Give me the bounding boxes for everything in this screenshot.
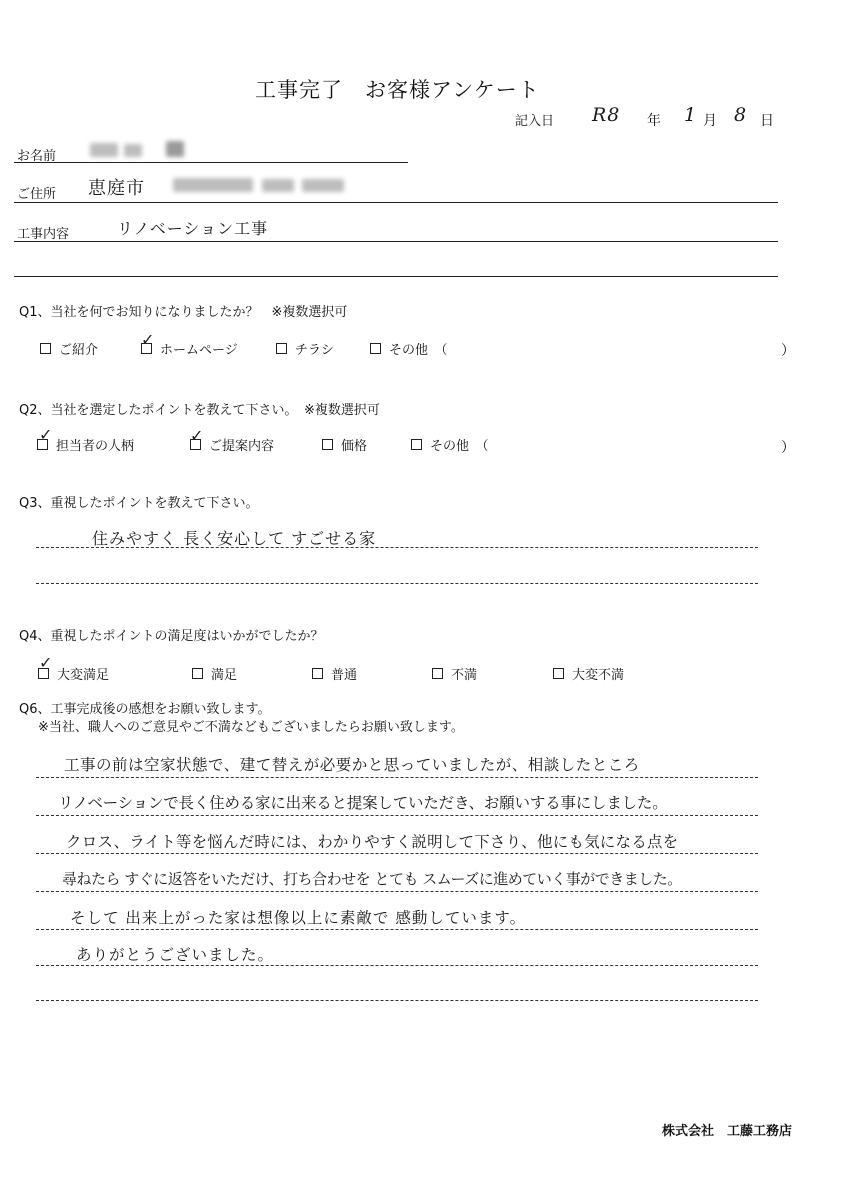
q6-answer-line-text-6: ありがとうございました。 <box>76 946 275 964</box>
q4-question: Q4、重視したポイントの満足度はいかがでしたか？ <box>19 629 324 644</box>
q2-option-price[interactable]: 価格 <box>322 435 367 454</box>
q3-question: Q3、重視したポイントを教えて下さい。 <box>19 496 259 511</box>
address-redacted-1 <box>173 178 253 192</box>
q4-option-neutral[interactable]: 普通 <box>312 664 357 683</box>
q6-answer-line-3 <box>36 853 758 854</box>
checkbox[interactable] <box>192 668 203 679</box>
checkbox[interactable] <box>40 343 51 354</box>
q2-question: Q2、当社を選定したポイントを教えて下さい。 ※複数選択可 <box>19 403 380 418</box>
date-month-value: 1 <box>684 104 698 126</box>
checkbox[interactable] <box>312 668 323 679</box>
q2-close-paren: ） <box>781 440 795 456</box>
checkbox[interactable] <box>553 668 564 679</box>
work-value: リノベーション工事 <box>117 219 269 238</box>
q4-option-satisfied[interactable]: 満足 <box>192 664 237 683</box>
form-title: 工事完了 お客様アンケート <box>255 78 540 102</box>
date-year-label: 年 <box>647 113 661 129</box>
checkbox[interactable] <box>432 668 443 679</box>
q6-answer-line-7 <box>36 1000 758 1001</box>
address-redacted-2 <box>262 179 294 192</box>
q6-note: ※当社、職人へのご意見やご不満などもございましたらお願い致します。 <box>38 720 464 735</box>
checkbox[interactable] <box>370 343 381 354</box>
work-label: 工事内容 <box>17 227 70 242</box>
address-value: 恵庭市 <box>88 178 145 199</box>
q2-option-proposal[interactable]: ✓ ご提案内容 <box>190 426 275 454</box>
name-redacted-3 <box>166 141 184 157</box>
q6-answer-line-1 <box>36 777 758 778</box>
q1-option-referral[interactable]: ご紹介 <box>40 339 98 358</box>
check-mark: ✓ <box>39 653 53 672</box>
date-day-label: 日 <box>760 113 774 129</box>
address-label: ご住所 <box>17 187 57 202</box>
company-name: 株式会社 工藤工務店 <box>662 1124 793 1139</box>
q2-option-other[interactable]: その他 （ <box>411 435 489 454</box>
q6-answer-line-5 <box>36 929 758 930</box>
q4-option-very-dissatisfied[interactable]: 大変不満 <box>553 664 624 683</box>
check-mark: ✓ <box>141 330 155 349</box>
q1-option-other[interactable]: その他 （ <box>370 339 448 358</box>
check-mark: ✓ <box>39 425 53 444</box>
name-underline <box>14 162 408 163</box>
q1-close-paren: ） <box>781 343 795 359</box>
q4-option-dissatisfied[interactable]: 不満 <box>432 664 477 683</box>
q6-answer-line-2 <box>36 815 758 816</box>
name-redacted-1 <box>90 143 118 157</box>
checkbox[interactable] <box>411 439 422 450</box>
q2-option-staff[interactable]: ✓ 担当者の人柄 <box>39 425 135 454</box>
q6-answer-line-4 <box>36 891 758 892</box>
date-day-value: 8 <box>734 104 748 126</box>
work-extra-line <box>14 276 778 277</box>
date-era-value: R8 <box>592 104 621 126</box>
q1-option-homepage[interactable]: ✓ ホームページ <box>141 330 238 358</box>
q3-answer-line-2 <box>36 583 758 584</box>
work-underline <box>14 241 778 242</box>
name-redacted-2 <box>124 144 142 157</box>
q3-answer-line-1 <box>36 547 758 548</box>
check-mark: ✓ <box>190 426 204 445</box>
checkbox[interactable] <box>276 343 287 354</box>
q1-option-flyer[interactable]: チラシ <box>276 339 334 358</box>
date-month-label: 月 <box>703 113 717 129</box>
q6-answer-line-text-1: 工事の前は空家状態で、建て替えが必要かと思っていましたが、相談したところ <box>64 756 640 774</box>
q6-answer-line-text-5: そして 出来上がった家は想像以上に素敵で 感動しています。 <box>70 909 527 927</box>
address-redacted-3 <box>302 179 344 192</box>
q6-answer-line-text-4: 尋ねたら すぐに返答をいただけ、打ち合わせを とても スムーズに進めていく事ができました。 <box>62 870 682 888</box>
q3-answer: 住みやすく 長く安心して すごせる家 <box>92 529 377 548</box>
q4-option-very-satisfied[interactable]: ✓ 大変満足 <box>39 653 110 683</box>
q6-answer-line-6 <box>36 965 758 966</box>
name-label: お名前 <box>17 149 57 164</box>
q1-question: Q1、当社を何でお知りになりましたか？ ※複数選択可 <box>19 305 348 320</box>
checkbox[interactable] <box>322 439 333 450</box>
q6-question: Q6、工事完成後の感想をお願い致します。 <box>19 702 271 717</box>
q6-answer-line-text-2: リノベーションで長く住める家に出来ると提案していただき、お願いする事にしました。 <box>58 794 668 812</box>
address-underline <box>14 202 778 203</box>
q6-answer-line-text-3: クロス、ライト等を悩んだ時には、わかりやすく説明して下さり、他にも気になる点を <box>66 833 679 851</box>
date-label: 記入日 <box>515 114 555 129</box>
